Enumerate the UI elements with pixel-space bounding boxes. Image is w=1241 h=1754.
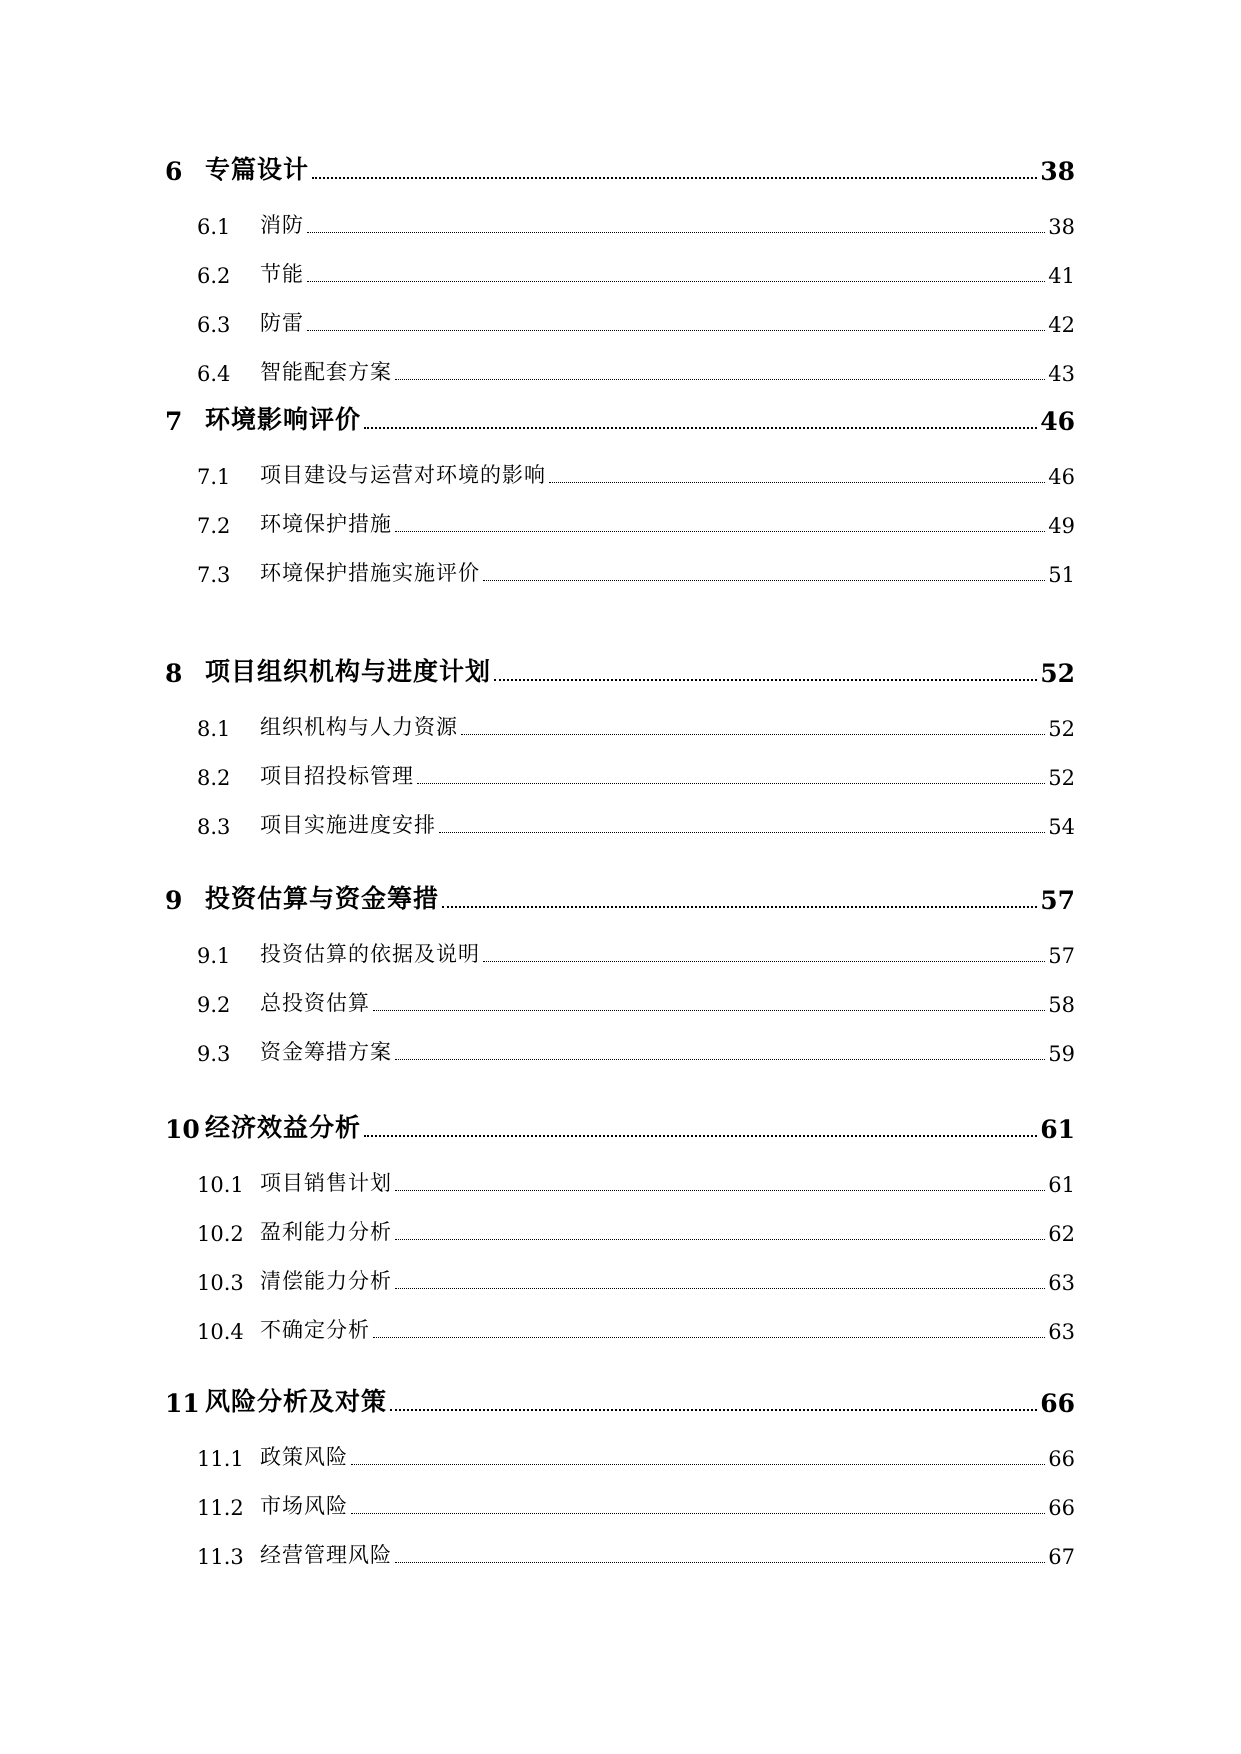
toc-section-entry[interactable] xyxy=(197,199,1075,239)
toc-section-entry[interactable] xyxy=(197,1157,1075,1197)
dot-leader xyxy=(395,378,1045,380)
dot-leader xyxy=(395,1238,1045,1240)
toc-section-entry[interactable] xyxy=(197,1431,1075,1471)
section-number: 11.2 xyxy=(197,1496,244,1520)
toc-section-entry[interactable] xyxy=(197,498,1075,538)
section-number: 8.2 xyxy=(197,766,231,790)
toc-chapter-entry[interactable] xyxy=(165,875,1075,915)
dot-leader xyxy=(364,1134,1037,1137)
dot-leader xyxy=(307,329,1045,331)
toc-section-entry[interactable] xyxy=(197,701,1075,741)
section-title: 消防 xyxy=(260,213,304,237)
dot-leader xyxy=(364,426,1037,429)
dot-leader xyxy=(312,176,1037,179)
dot-leader xyxy=(494,678,1037,681)
section-title: 市场风险 xyxy=(260,1494,348,1518)
chapter-number: 11 xyxy=(165,1389,200,1418)
page-number: 46 xyxy=(1048,465,1075,489)
section-number: 6.1 xyxy=(197,215,231,239)
page-number: 38 xyxy=(1048,215,1075,239)
toc-section-entry[interactable] xyxy=(197,799,1075,839)
section-title: 资金筹措方案 xyxy=(260,1040,392,1064)
section-number: 10.3 xyxy=(197,1271,244,1295)
dot-leader xyxy=(483,579,1045,581)
page-number: 42 xyxy=(1048,313,1075,337)
section-number: 10.4 xyxy=(197,1320,244,1344)
chapter-title: 经济效益分析 xyxy=(205,1113,362,1142)
toc-chapter-entry[interactable] xyxy=(165,1104,1075,1144)
section-number: 8.1 xyxy=(197,717,231,741)
chapter-number: 9 xyxy=(165,886,183,915)
section-title: 防雷 xyxy=(260,311,304,335)
chapter-number: 7 xyxy=(165,407,183,436)
page-number: 38 xyxy=(1040,157,1075,186)
toc-section-entry[interactable] xyxy=(197,750,1075,790)
page-number: 52 xyxy=(1040,659,1075,688)
section-number: 7.2 xyxy=(197,514,231,538)
section-number: 9.3 xyxy=(197,1042,231,1066)
toc-section-entry[interactable] xyxy=(197,297,1075,337)
dot-leader xyxy=(373,1009,1045,1011)
toc-chapter-entry[interactable] xyxy=(165,648,1075,688)
dot-leader xyxy=(417,782,1045,784)
dot-leader xyxy=(483,960,1045,962)
page-number: 46 xyxy=(1040,407,1075,436)
dot-leader xyxy=(395,530,1045,532)
toc-section-entry[interactable] xyxy=(197,1026,1075,1066)
page-number: 62 xyxy=(1048,1222,1075,1246)
section-number: 6.3 xyxy=(197,313,231,337)
page-number: 58 xyxy=(1048,993,1075,1017)
dot-leader xyxy=(351,1512,1045,1514)
page-number: 52 xyxy=(1048,717,1075,741)
section-number: 9.1 xyxy=(197,944,231,968)
dot-leader xyxy=(549,481,1045,483)
section-title: 清偿能力分析 xyxy=(260,1269,392,1293)
chapter-title: 专篇设计 xyxy=(205,155,310,184)
section-title: 盈利能力分析 xyxy=(260,1220,392,1244)
section-number: 7.3 xyxy=(197,563,231,587)
toc-section-entry[interactable] xyxy=(197,1255,1075,1295)
section-title: 不确定分析 xyxy=(260,1318,370,1342)
toc-section-entry[interactable] xyxy=(197,547,1075,587)
page-number: 61 xyxy=(1048,1173,1075,1197)
dot-leader xyxy=(439,831,1045,833)
dot-leader xyxy=(373,1336,1045,1338)
dot-leader xyxy=(307,280,1045,282)
dot-leader xyxy=(395,1058,1045,1060)
page-number: 43 xyxy=(1048,362,1075,386)
page-number: 54 xyxy=(1048,815,1075,839)
section-number: 11.1 xyxy=(197,1447,244,1471)
toc-section-entry[interactable] xyxy=(197,977,1075,1017)
toc-chapter-entry[interactable] xyxy=(165,1378,1075,1418)
toc-section-entry[interactable] xyxy=(197,1529,1075,1569)
dot-leader xyxy=(390,1408,1037,1411)
section-title: 政策风险 xyxy=(260,1445,348,1469)
dot-leader xyxy=(395,1287,1045,1289)
section-title: 总投资估算 xyxy=(260,991,370,1015)
chapter-title: 环境影响评价 xyxy=(205,405,362,434)
section-title: 环境保护措施实施评价 xyxy=(260,561,480,585)
toc-section-entry[interactable] xyxy=(197,1480,1075,1520)
section-number: 8.3 xyxy=(197,815,231,839)
section-number: 7.1 xyxy=(197,465,231,489)
page-number: 66 xyxy=(1048,1447,1075,1471)
section-title: 投资估算的依据及说明 xyxy=(260,942,480,966)
page-number: 66 xyxy=(1048,1496,1075,1520)
chapter-number: 10 xyxy=(165,1115,200,1144)
page-number: 41 xyxy=(1048,264,1075,288)
page-number: 52 xyxy=(1048,766,1075,790)
toc-chapter-entry[interactable] xyxy=(165,146,1075,186)
page-number: 57 xyxy=(1040,886,1075,915)
page-number: 51 xyxy=(1048,563,1075,587)
dot-leader xyxy=(307,231,1045,233)
section-title: 经营管理风险 xyxy=(260,1543,392,1567)
section-number: 10.2 xyxy=(197,1222,244,1246)
section-title: 项目实施进度安排 xyxy=(260,813,436,837)
page-number: 61 xyxy=(1040,1115,1075,1144)
page-number: 57 xyxy=(1048,944,1075,968)
section-title: 智能配套方案 xyxy=(260,360,392,384)
chapter-title: 投资估算与资金筹措 xyxy=(205,884,440,913)
section-title: 项目招投标管理 xyxy=(260,764,414,788)
section-title: 节能 xyxy=(260,262,304,286)
dot-leader xyxy=(395,1189,1045,1191)
chapter-title: 风险分析及对策 xyxy=(205,1387,388,1416)
toc-section-entry[interactable] xyxy=(197,248,1075,288)
toc-section-entry[interactable] xyxy=(197,928,1075,968)
dot-leader xyxy=(351,1463,1045,1465)
page-number: 59 xyxy=(1048,1042,1075,1066)
dot-leader xyxy=(442,905,1037,908)
toc-section-entry[interactable] xyxy=(197,1304,1075,1344)
section-number: 9.2 xyxy=(197,993,231,1017)
section-number: 6.4 xyxy=(197,362,231,386)
page-number: 49 xyxy=(1048,514,1075,538)
section-title: 项目建设与运营对环境的影响 xyxy=(260,463,546,487)
section-number: 11.3 xyxy=(197,1545,244,1569)
toc-chapter-entry[interactable] xyxy=(165,396,1075,436)
chapter-number: 8 xyxy=(165,659,183,688)
toc-section-entry[interactable] xyxy=(197,449,1075,489)
page-number: 66 xyxy=(1040,1389,1075,1418)
toc-section-entry[interactable] xyxy=(197,346,1075,386)
dot-leader xyxy=(395,1561,1045,1563)
page-number: 63 xyxy=(1048,1320,1075,1344)
page-number: 67 xyxy=(1048,1545,1075,1569)
section-title: 环境保护措施 xyxy=(260,512,392,536)
chapter-title: 项目组织机构与进度计划 xyxy=(205,657,492,686)
section-number: 6.2 xyxy=(197,264,231,288)
dot-leader xyxy=(461,733,1045,735)
section-title: 组织机构与人力资源 xyxy=(260,715,458,739)
section-title: 项目销售计划 xyxy=(260,1171,392,1195)
section-number: 10.1 xyxy=(197,1173,244,1197)
toc-section-entry[interactable] xyxy=(197,1206,1075,1246)
page-number: 63 xyxy=(1048,1271,1075,1295)
chapter-number: 6 xyxy=(165,157,183,186)
